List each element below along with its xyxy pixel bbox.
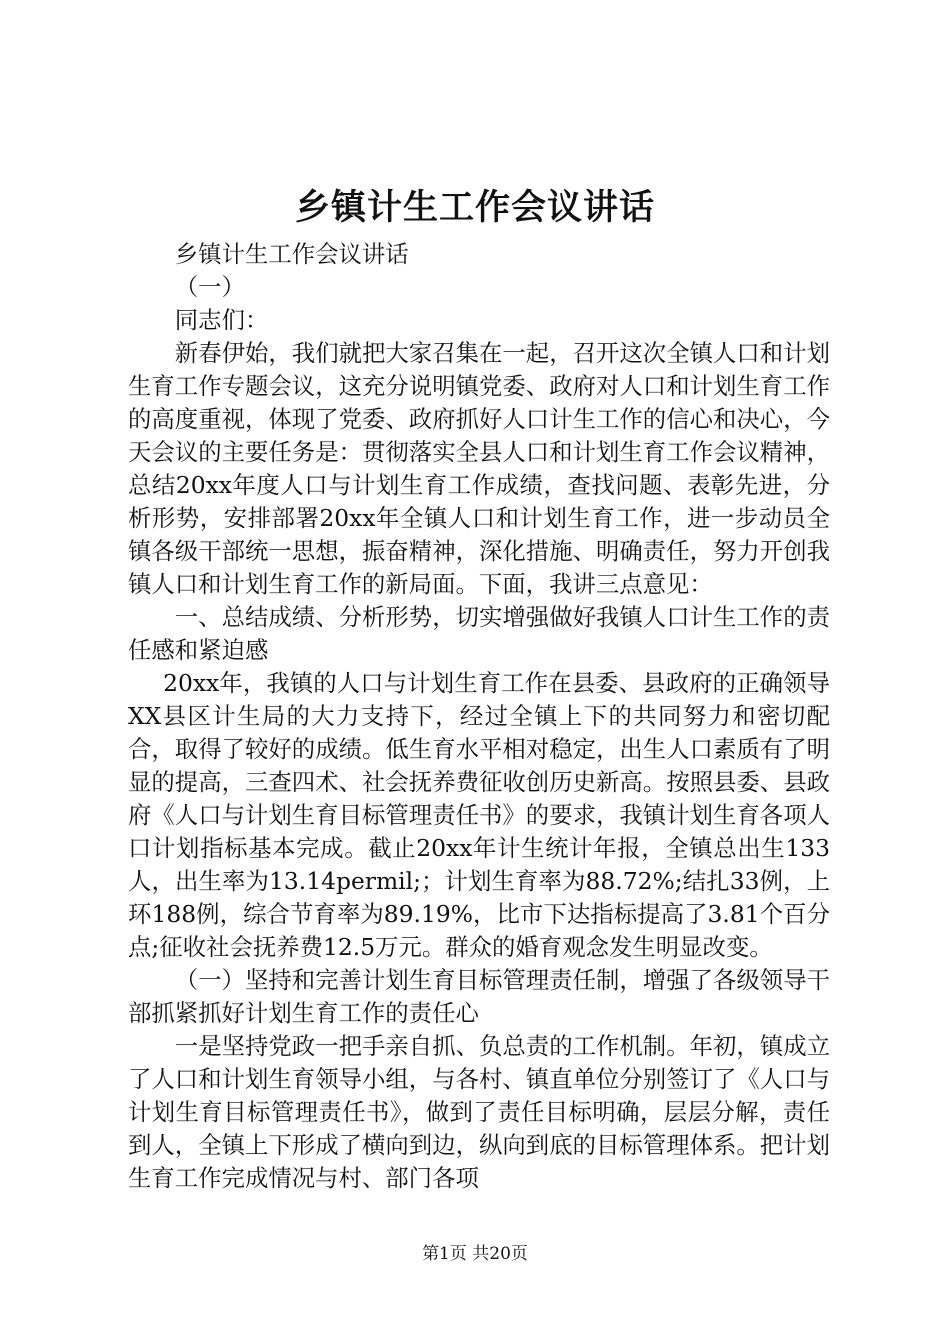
paragraph-salutation: 同志们：	[174, 306, 269, 334]
paragraph-mechanism: 一是坚持党政一把手亲自抓、负总责的工作机制。年初，镇成立了人口和计划生育领导小组，与各村、镇直单位分别签订了《人口与计划生育目标管理责任书》，做到了责任目标明确，层层分解，责任到人，全镇上下形成了横向到边，纵向到底的目标管理体系。把计划生育工作完成情况与村、部门各项	[128, 1032, 830, 1192]
document-body	[128, 238, 830, 1195]
paragraph-subtitle: 乡镇计生工作会议讲话	[174, 240, 409, 268]
paragraph-intro: 新春伊始，我们就把大家召集在一起，召开这次全镇人口和计划生育工作专题会议，这充分说明镇党委、政府对人口和计划生育工作的高度重视，体现了党委、政府抓好人口计生工作的信心和决心，今天会议的主要任务是：贯彻落实全县人口和计划生育工作会议精神，总结20xx年度人口与计划生育工作成绩，查找问题、表彰先进，分析形势，安排部署20xx年全镇人口和计划生育工作，进一步动员全镇各级干部统一思想，振奋精神，深化措施、明确责任，努力开创我镇人口和计划生育工作的新局面。下面，我讲三点意见：	[128, 339, 830, 598]
page-title: 乡镇计生工作会议讲话	[294, 187, 655, 228]
page-footer: 第1页 共20页	[422, 1244, 528, 1264]
paragraph-heading-1: 一、总结成绩、分析形势，切实增强做好我镇人口计生工作的责任感和紧迫感	[128, 603, 830, 664]
paragraph-subheading-1: （一）坚持和完善计划生育目标管理责任制，增强了各级领导干部抓紧抓好计划生育工作的责任心	[128, 966, 830, 1027]
paragraph-section-number: （一）	[174, 273, 245, 301]
paragraph-achievements: 20xx年，我镇的人口与计划生育工作在县委、县政府的正确领导XX县区计生局的大力支持下，经过全镇上下的共同努力和密切配合，取得了较好的成绩。低生育水平相对稳定，出生人口素质有了明显的提高，三查四术、社会抚养费征收创历史新高。按照县委、县政府《人口与计划生育目标管理责任书》的要求，我镇计划生育各项人口计划指标基本完成。截止20xx年计生统计年报，全镇总出生133人，出生率为13.14permil;；计划生育率为88.72%;结扎33例，上环188例，综合节育率为89.19%，比市下达指标提高了3.81个百分点;征收社会抚养费12.5万元。群众的婚育观念发生明显改变。	[128, 669, 830, 961]
